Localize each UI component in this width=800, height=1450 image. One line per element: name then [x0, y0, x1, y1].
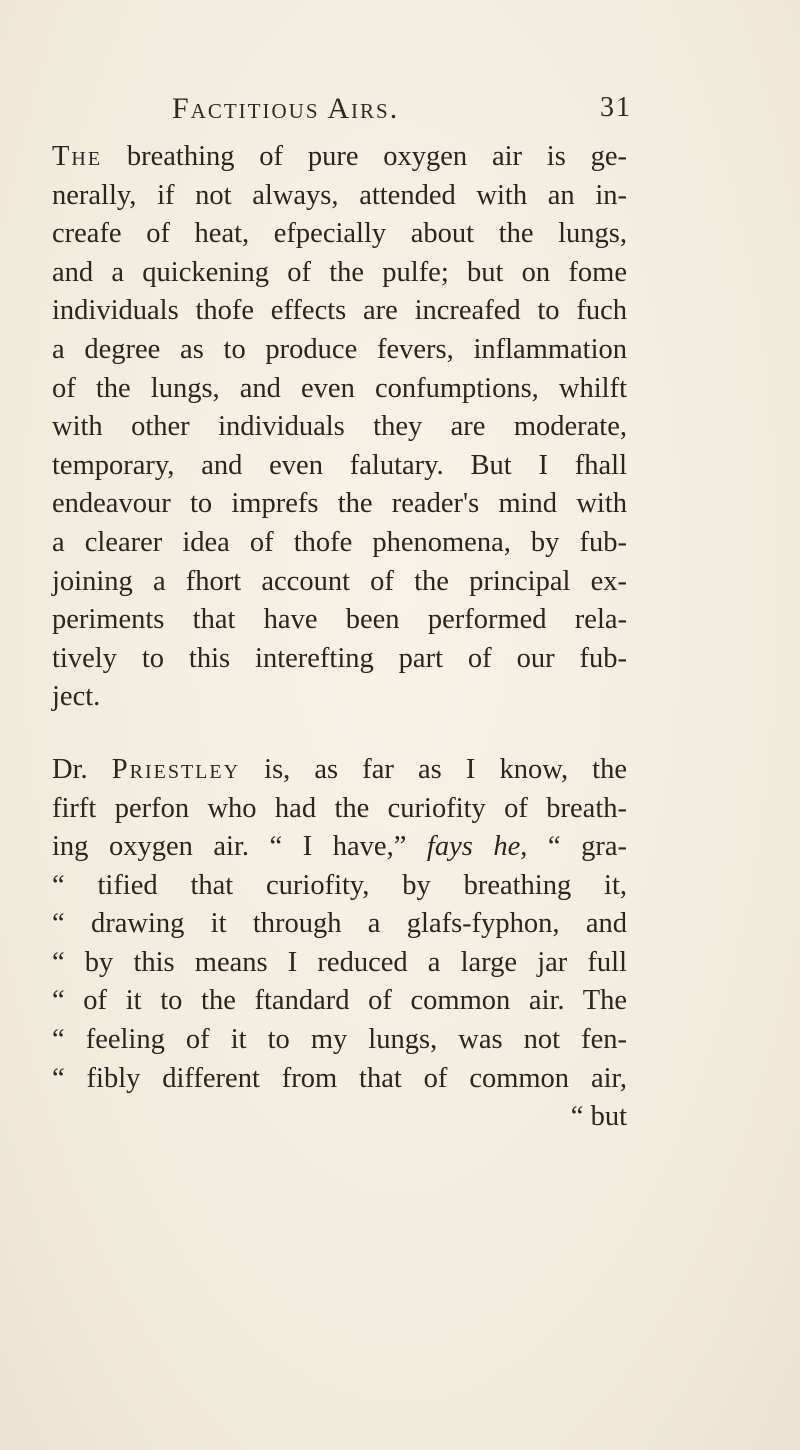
- quote-line: “ by this means I reduced a large jar full: [52, 946, 627, 978]
- text-line: joining a fhort account of the principal ex-: [52, 565, 627, 597]
- text-line: of the lungs, and even confumptions, whilft: [52, 372, 627, 404]
- page-number: 31: [600, 92, 632, 123]
- paragraph-1: [52, 138, 627, 717]
- text-line: individuals thofe effects are increafed to fuch: [52, 295, 627, 327]
- text-line: a clearer idea of thofe phenomena, by fub-: [52, 526, 627, 558]
- quote-line: “ drawing it through a glafs-fyphon, and: [52, 908, 627, 940]
- text-line: endeavour to imprefs the reader's mind with: [52, 488, 627, 520]
- text-line: with other individuals they are moderate,: [52, 411, 627, 443]
- text-line: firft perfon who had the curiofity of breath-: [52, 792, 627, 824]
- text-line: a degree as to produce fevers, inflammation: [52, 333, 627, 365]
- running-head: [172, 92, 632, 132]
- catchword: “ but: [570, 1101, 627, 1133]
- line-text: , “ gra-: [520, 831, 628, 863]
- author-name: Priestley: [111, 753, 241, 785]
- text-line: temporary, and even falutary. But I fhall: [52, 449, 627, 481]
- running-head-title: Factitious Airs.: [172, 92, 400, 125]
- text-line: [52, 751, 627, 790]
- quote-line: “ of it to the ftandard of common air. The: [52, 985, 627, 1017]
- text-line: periments that have been performed rela-: [52, 604, 627, 636]
- text-line: [52, 828, 627, 867]
- line-text: Dr.: [52, 753, 112, 785]
- text-line: [52, 138, 627, 177]
- quote-line: “ tified that curiofity, by breathing it,: [52, 869, 627, 901]
- line-text: ing oxygen air. “ I have,”: [52, 831, 427, 863]
- lead-word: The: [52, 141, 103, 172]
- line-text: breathing of pure oxygen air is ge-: [102, 141, 627, 172]
- text-line: creafe of heat, efpecially about the lungs,: [52, 218, 627, 250]
- quote-line: “ fibly different from that of common air,: [52, 1062, 627, 1094]
- text-line: ject.: [52, 681, 101, 713]
- text-line: and a quickening of the pulfe; but on fome: [52, 256, 627, 288]
- paragraph-gap: [52, 717, 627, 751]
- italic-text: fays he: [426, 831, 521, 863]
- body-text: [52, 138, 627, 1137]
- paragraph-2: [52, 751, 627, 1137]
- text-line: tively to this interefting part of our fub-: [52, 642, 627, 674]
- line-text: is, as far as I know, the: [240, 753, 628, 785]
- text-line: nerally, if not always, attended with an in-: [52, 179, 627, 211]
- quote-line: “ feeling of it to my lungs, was not fen-: [52, 1024, 627, 1056]
